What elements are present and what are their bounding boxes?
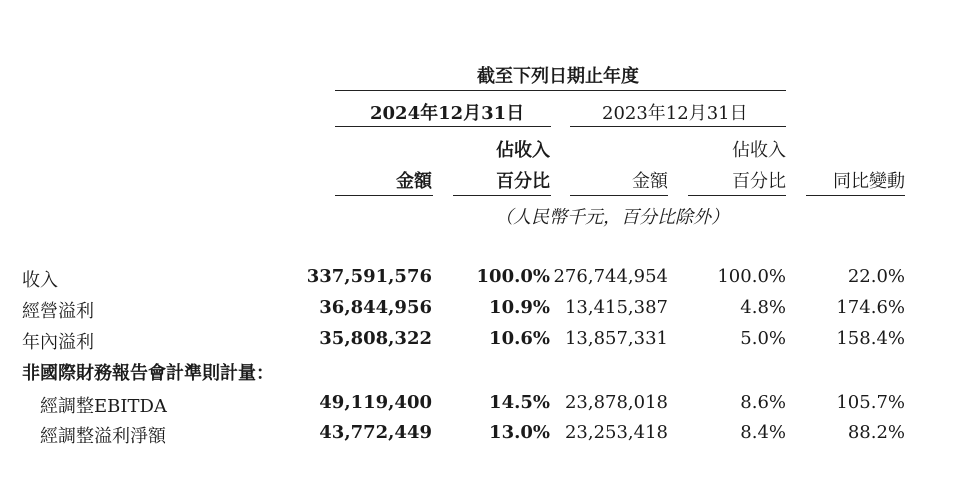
pct-2023: 8.6%: [740, 392, 786, 413]
col-pct-2023-line2: 百分比: [732, 171, 786, 192]
pct-2024: 100.0%: [476, 266, 550, 287]
table-row: [0, 392, 960, 422]
yoy-change: 105.7%: [836, 392, 905, 413]
pct-2023: 5.0%: [740, 328, 786, 349]
date-2023-rule: [570, 126, 786, 127]
yoy-change: 174.6%: [836, 297, 905, 318]
col-amount-2023-rule: [570, 195, 668, 196]
amount-2024: 337,591,576: [306, 266, 432, 287]
yoy-change: 88.2%: [847, 422, 905, 443]
col-pct-2024-rule: [453, 195, 551, 196]
pct-2024: 10.6%: [489, 328, 550, 349]
table-row: [0, 328, 960, 358]
col-amount-2024: 金額: [396, 171, 432, 192]
amount-2023: 23,253,418: [564, 422, 668, 443]
table-row: [0, 422, 960, 452]
pct-2024: 10.9%: [489, 297, 550, 318]
pct-2023: 8.4%: [740, 422, 786, 443]
unit-note: （人民幣千元，百分比除外）: [495, 207, 729, 228]
section-heading: 非國際財務報告會計準則計量：: [22, 363, 274, 384]
pct-2024: 14.5%: [489, 392, 550, 413]
col-yoy-rule: [806, 195, 905, 196]
amount-2023: 13,857,331: [564, 328, 668, 349]
amount-2023: 276,744,954: [553, 266, 668, 287]
period-rule: [335, 90, 786, 91]
row-label: 經調整EBITDA: [40, 396, 167, 417]
date-2024-rule: [335, 126, 551, 127]
amount-2024: 49,119,400: [319, 392, 432, 413]
col-pct-2023-line1: 佔收入: [732, 140, 786, 161]
col-pct-2024-line2: 百分比: [496, 171, 550, 192]
period-title: 截至下列日期止年度: [477, 66, 639, 87]
yoy-change: 158.4%: [836, 328, 905, 349]
pct-2023: 100.0%: [717, 266, 786, 287]
amount-2024: 35,808,322: [319, 328, 432, 349]
col-amount-2023: 金額: [632, 171, 668, 192]
row-label: 經調整溢利淨額: [40, 426, 166, 447]
col-pct-2024-line1: 佔收入: [496, 140, 550, 161]
table-row: [0, 266, 960, 296]
amount-2023: 23,878,018: [564, 392, 668, 413]
amount-2024: 36,844,956: [319, 297, 432, 318]
row-label: 年內溢利: [22, 332, 94, 353]
table-row: [0, 297, 960, 327]
yoy-change: 22.0%: [847, 266, 905, 287]
date-2024: 2024年12月31日: [370, 103, 525, 124]
row-label: 經營溢利: [22, 301, 94, 322]
amount-2024: 43,772,449: [319, 422, 432, 443]
pct-2024: 13.0%: [489, 422, 550, 443]
row-label: 收入: [22, 270, 58, 291]
col-pct-2023-rule: [688, 195, 786, 196]
col-amount-2024-rule: [335, 195, 433, 196]
amount-2023: 13,415,387: [564, 297, 668, 318]
section-heading-row: [0, 359, 960, 389]
pct-2023: 4.8%: [740, 297, 786, 318]
col-yoy: 同比變動: [833, 171, 905, 192]
date-2023: 2023年12月31日: [602, 103, 748, 124]
